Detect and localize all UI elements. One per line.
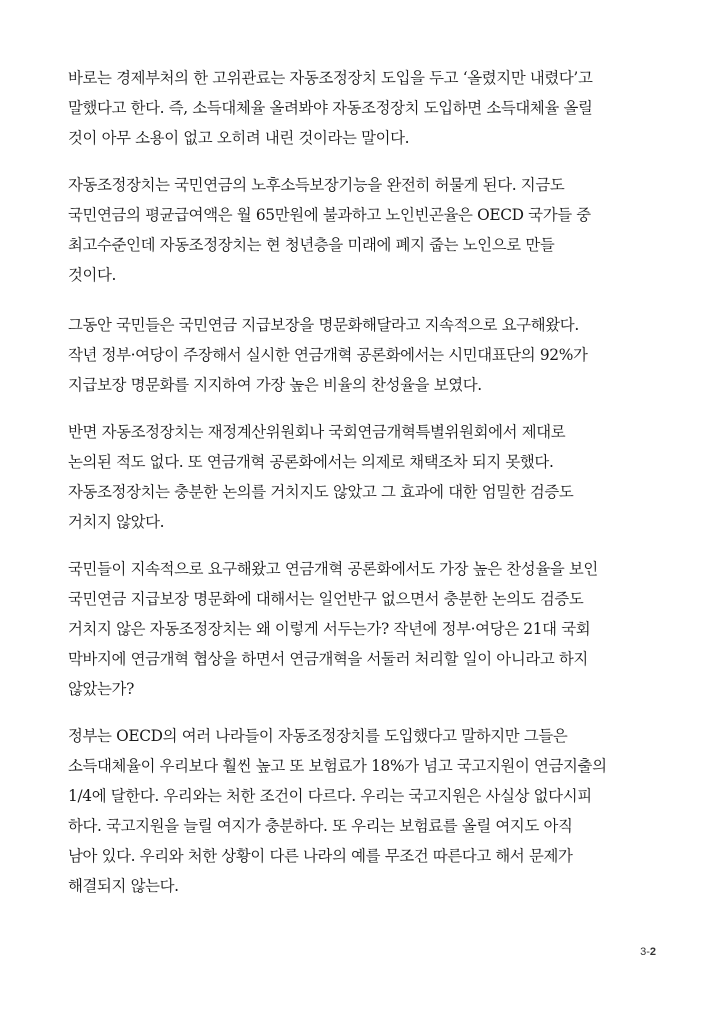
page-number-value: 2 [649, 946, 656, 958]
paragraph-line: 자동조정장치는 충분한 논의를 거치지도 않았고 그 효과에 대한 엄밀한 검증도 [68, 483, 574, 501]
page-number-prefix: 3- [640, 946, 650, 958]
paragraph-line: 거치지 않았다. [68, 513, 165, 531]
paragraph-line: 자동조정장치는 국민연금의 노후소득보장기능을 완전히 허물게 된다. 지금도 [68, 176, 565, 194]
paragraph-line: 정부는 OECD의 여러 나라들이 자동조정장치를 도입했다고 말하지만 그들은 [68, 727, 568, 745]
page-number [640, 946, 656, 958]
paragraph-line: 말했다고 한다. 즉, 소득대체율 올려봐야 자동조정장치 도입하면 소득대체율 올릴 [68, 99, 593, 117]
paragraph-line: 최고수준인데 자동조정장치는 현 청년층을 미래에 폐지 줍는 노인으로 만들 [68, 236, 555, 254]
paragraph-line: 지급보장 명문화를 지지하여 가장 높은 비율의 찬성율을 보였다. [68, 376, 482, 394]
paragraph-1 [68, 63, 688, 153]
paragraph-line: 않았는가? [68, 680, 134, 698]
paragraph-4 [68, 417, 688, 537]
paragraph-line: 남아 있다. 우리와 처한 상황이 다른 나라의 예를 무조건 따른다고 해서 문제가 [68, 847, 573, 865]
paragraph-line: 논의된 적도 없다. 또 연금개혁 공론화에서는 의제로 채택조차 되지 못했다. [68, 453, 554, 471]
paragraph-2 [68, 170, 688, 290]
paragraph-line: 거치지 않은 자동조정장치는 왜 이렇게 서두는가? 작년에 정부·여당은 21대 국회 [68, 620, 591, 638]
paragraph-line: 1/4에 달한다. 우리와는 처한 조건이 다르다. 우리는 국고지원은 사실상 없다시피 [68, 787, 592, 805]
paragraph-line: 것이 아무 소용이 없고 오히려 내린 것이라는 말이다. [68, 129, 410, 147]
paragraph-line: 그동안 국민들은 국민연금 지급보장을 명문화해달라고 지속적으로 요구해왔다. [68, 316, 579, 334]
paragraph-line: 국민연금의 평균급여액은 월 65만원에 불과하고 노인빈곤율은 OECD 국가들 중 [68, 206, 591, 224]
paragraph-line: 막바지에 연금개혁 협상을 하면서 연금개혁을 서둘러 처리할 일이 아니라고 하지 [68, 650, 588, 668]
paragraph-line: 국민연금 지급보장 명문화에 대해서는 일언반구 없으면서 충분한 논의도 검증도 [68, 590, 584, 608]
paragraph-line: 국민들이 지속적으로 요구해왔고 연금개혁 공론화에서도 가장 높은 찬성율을 보인 [68, 560, 598, 578]
paragraph-line: 반면 자동조정장치는 재정계산위원회나 국회연금개혁특별위원회에서 제대로 [68, 423, 566, 441]
paragraph-line: 바로는 경제부처의 한 고위관료는 자동조정장치 도입을 두고 ‘올렸지만 내렸다’고 [68, 69, 593, 87]
paragraph-5 [68, 554, 688, 704]
paragraph-line: 해결되지 않는다. [68, 877, 179, 895]
paragraph-3 [68, 310, 688, 400]
paragraph-line: 작년 정부·여당이 주장해서 실시한 연금개혁 공론화에서는 시민대표단의 92%가 [68, 346, 588, 364]
paragraph-line: 것이다. [68, 266, 117, 284]
paragraph-line: 소득대체율이 우리보다 훨씬 높고 또 보험료가 18%가 넘고 국고지원이 연금지출의 [68, 757, 607, 775]
paragraph-line: 하다. 국고지원을 늘릴 여지가 충분하다. 또 우리는 보험료를 올릴 여지도 아직 [68, 817, 573, 835]
paragraph-6 [68, 721, 688, 901]
